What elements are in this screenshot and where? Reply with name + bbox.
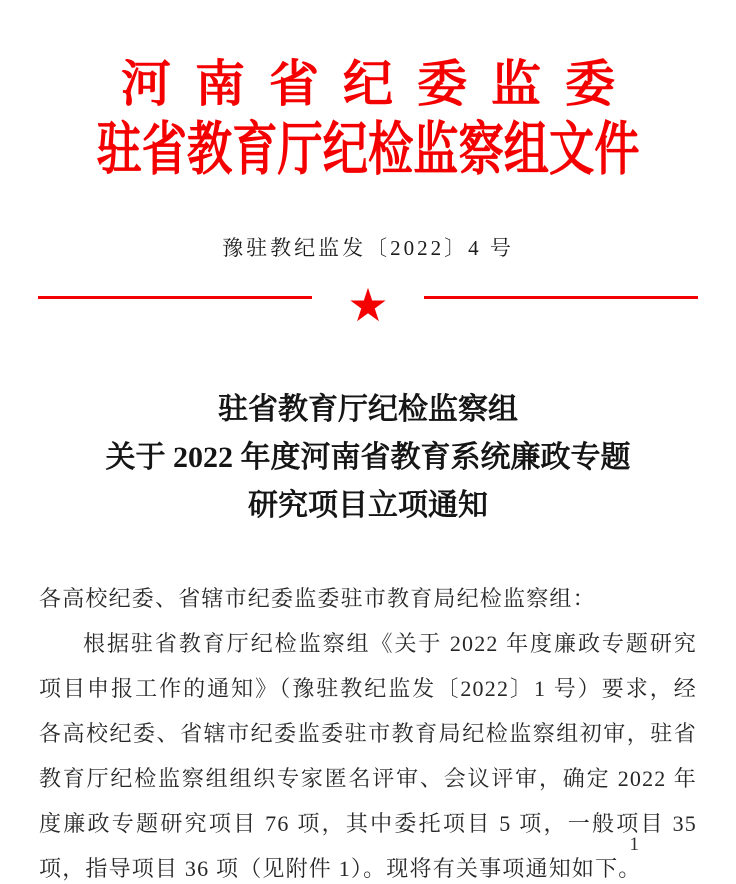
divider-line-right bbox=[424, 296, 698, 299]
salutation-line: 各高校纪委、省辖市纪委监委驻市教育局纪检监察组： bbox=[39, 586, 596, 612]
document-body bbox=[39, 576, 697, 884]
document-number: 豫驻教纪监发〔2022〕4 号 bbox=[222, 236, 514, 261]
body-paragraph: 根据驻省教育厅纪检监察组《关于 2022 年度廉政专题研究项目申报工作的通知》（豫驻教纪监发〔2022〕1 号）要求，经各高校纪委、省辖市纪委监委驻市教育局纪检监察组初审，驻省教育厅纪检监察组组织专家匿名评审、会议评审，确定 2022 年度廉政专题研究项目 76 项，其中委托项目 5 项，一般项目 35 项，指导项目 36 项（见附件 1）。现将有关事项通知如下。 bbox=[39, 631, 697, 882]
document-title-line2: 关于 2022 年度河南省教育系统廉政专题 bbox=[105, 441, 631, 475]
document-title bbox=[0, 386, 736, 530]
masthead-org-line2: 驻省教育厅纪检监察组文件 bbox=[96, 116, 640, 182]
red-masthead bbox=[0, 0, 736, 182]
document-title-line3: 研究项目立项通知 bbox=[248, 489, 488, 523]
red-star-icon: ★ bbox=[347, 280, 389, 332]
red-divider bbox=[38, 280, 698, 332]
document-title-line1: 驻省教育厅纪检监察组 bbox=[218, 393, 518, 427]
masthead-org-line1: 河南省纪委监委 bbox=[121, 56, 639, 112]
page-number: 1 bbox=[629, 834, 639, 855]
divider-line-left bbox=[38, 296, 312, 299]
